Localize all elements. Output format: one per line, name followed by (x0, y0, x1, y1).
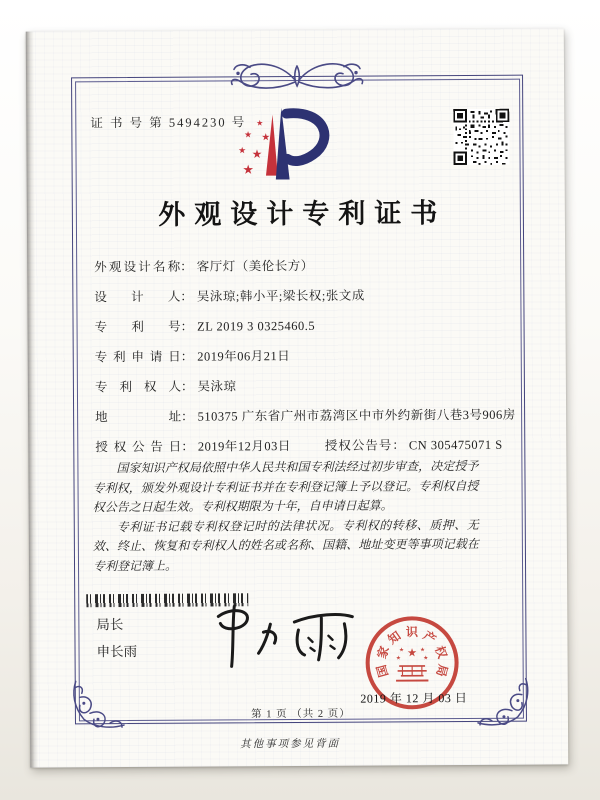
svg-text:★: ★ (256, 118, 264, 128)
page-number: 第 1 页 （共 2 页） (251, 708, 351, 721)
field-label: 外观设计名称 (94, 259, 181, 275)
top-flourish-ornament-icon (192, 57, 402, 98)
svg-text:★: ★ (251, 146, 263, 162)
svg-text:★: ★ (420, 647, 426, 654)
field-value: 510375 广东省广州市荔湾区中市外约新街八巷3号906房 (197, 407, 516, 424)
field-colon: ： (180, 259, 193, 274)
seal-char: 局 (433, 662, 451, 679)
cnipa-logo-icon (226, 102, 345, 189)
seal-char: 国 (374, 663, 391, 679)
field-label: 专利权人 (94, 379, 181, 395)
field-design-name (94, 250, 504, 283)
handwritten-signature (194, 598, 369, 677)
field-colon: ： (180, 319, 194, 334)
signer-name: 申长雨 (96, 643, 138, 660)
grant-number-label: 授权公告号 (324, 438, 393, 453)
svg-text:★: ★ (261, 132, 271, 144)
field-value: 吴泳琼 (197, 379, 237, 394)
legal-paragraph-2: 专利证书记载专利权登记时的法律状况。专利权的转移、质押、无效、终止、恢复和专利权人的姓名或名称、国籍、地址变更等事项记载在专利登记簿上。 (92, 517, 479, 573)
seal-char: 产 (420, 628, 439, 647)
field-colon: ： (392, 438, 405, 453)
field-value: 客厅灯（美伦长方） (196, 258, 314, 274)
field-value: 吴泳琼;韩小平;梁长权;张文成 (196, 288, 365, 304)
field-colon: ： (181, 409, 194, 424)
svg-text:★: ★ (242, 162, 255, 178)
seal-char: 权 (432, 644, 450, 661)
seal-char: 家 (374, 644, 392, 661)
field-colon: ： (180, 349, 194, 364)
field-label: 专利号 (94, 319, 181, 335)
footer-note: 其他事项参见背面 (240, 738, 341, 751)
svg-text:★: ★ (398, 647, 405, 654)
svg-text:★: ★ (406, 646, 418, 660)
field-label: 授权公告日 (95, 439, 182, 455)
certificate-title: 外观设计专利证书 (158, 198, 447, 230)
field-designers (94, 280, 504, 313)
seal-date: 2019 年 12 月 03 日 (360, 690, 468, 706)
field-colon: ： (180, 289, 193, 304)
signer-block (96, 611, 137, 665)
svg-text:★: ★ (423, 655, 429, 662)
certificate-sheet (26, 28, 568, 767)
legal-paragraph-1: 国家知识产权局依照中华人民共和国专利法经过初步审查，决定授予专利权，颁发外观设计专利证书并在专利登记簿上予以登记。专利权自授权公告之日起生效。专利权期限为十年，自申请日起算。 (92, 458, 479, 515)
field-filing-date (95, 340, 505, 373)
signer-title: 局长 (96, 617, 124, 633)
field-address (95, 400, 516, 433)
legal-text (92, 457, 479, 576)
field-value: 2019年06月21日 (197, 349, 291, 364)
grant-number-value: CN 305475071 S (408, 437, 503, 453)
field-patent-number (94, 310, 504, 343)
field-value: 2019年12月03日 (197, 439, 291, 454)
field-label: 专利申请日 (94, 349, 181, 365)
field-label: 设计人 (94, 289, 181, 305)
qr-code (453, 109, 509, 165)
certificate-number: 证 书 号 第 5494230 号 (90, 115, 247, 131)
svg-text:★: ★ (244, 130, 253, 141)
svg-text:★: ★ (238, 146, 247, 157)
seal-char: 识 (405, 625, 419, 640)
seal-char: 知 (385, 628, 404, 647)
field-patentee (95, 370, 505, 403)
svg-text:★: ★ (395, 655, 401, 662)
field-value: ZL 2019 3 0325460.5 (197, 318, 316, 334)
field-label: 地址 (95, 409, 182, 425)
field-colon: ： (180, 379, 194, 394)
field-colon: ： (181, 439, 194, 454)
national-emblem-icon (396, 646, 429, 680)
field-list (94, 250, 516, 463)
